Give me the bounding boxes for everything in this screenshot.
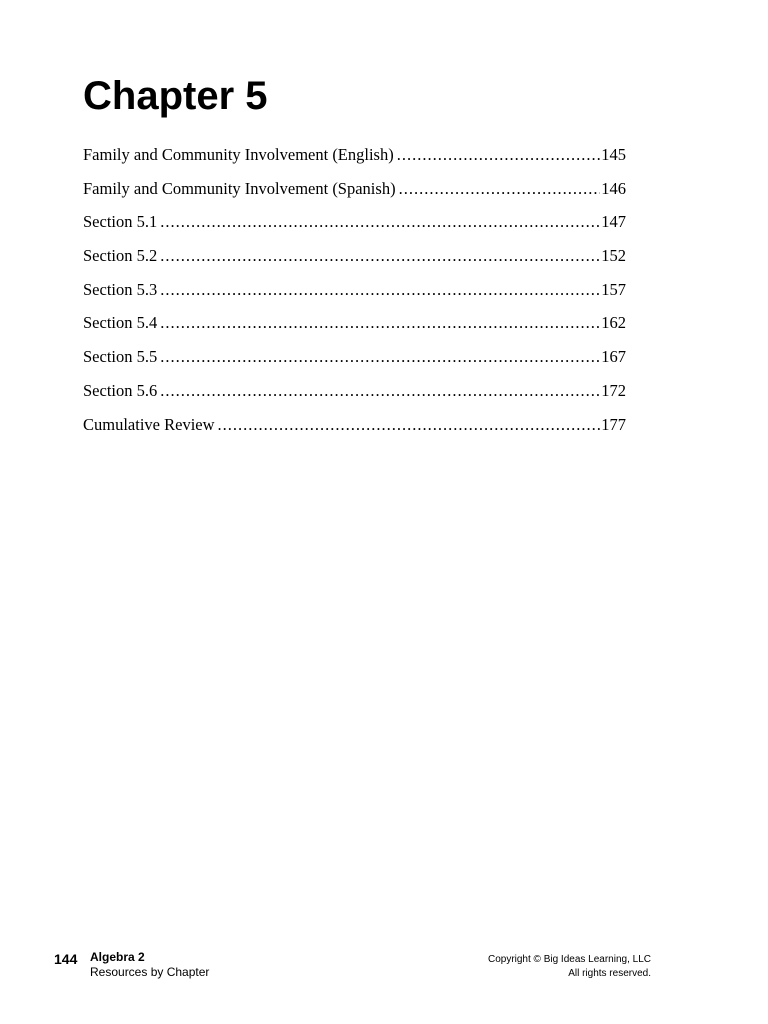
toc-entry-page: 177 [601,414,626,434]
toc-leader [160,280,600,300]
toc-leader [160,381,600,401]
toc-entry[interactable] [83,145,626,179]
table-of-contents [83,145,626,448]
copyright-text: Copyright © Big Ideas Learning, LLC [487,954,651,965]
toc-entry-label: Section 5.1 [83,212,158,232]
toc-entry[interactable] [83,246,626,280]
toc-entry[interactable] [83,212,626,246]
toc-entry-page: 145 [601,145,626,164]
rights-text: All rights reserved. [568,968,651,979]
toc-entry[interactable] [83,381,626,415]
toc-entry-page: 162 [601,313,626,333]
chapter-title: Chapter 5 [83,74,268,118]
toc-leader [218,415,601,435]
footer-book-info [90,950,209,980]
toc-entry-label: Family and Community Involvement (English) [83,145,394,164]
toc-entry-page: 146 [601,178,626,198]
toc-leader [399,179,601,199]
toc-entry[interactable] [83,347,626,381]
toc-entry[interactable] [83,313,626,347]
toc-entry[interactable] [83,280,626,314]
footer-page-number: 144 [54,951,78,967]
toc-leader [160,347,600,367]
toc-leader [160,246,600,266]
toc-entry-label: Section 5.2 [83,246,158,266]
toc-entry-page: 157 [601,279,626,299]
toc-entry-label: Section 5.5 [83,347,158,367]
toc-entry-label: Section 5.6 [83,380,158,400]
toc-leader [160,313,600,333]
toc-entry-page: 172 [601,380,626,400]
toc-entry-label: Section 5.3 [83,279,158,299]
toc-entry-label: Section 5.4 [83,313,158,333]
toc-entry-page: 167 [601,347,626,367]
toc-entry[interactable] [83,415,626,449]
toc-leader [397,145,601,165]
toc-entry[interactable] [83,179,626,213]
toc-entry-label: Cumulative Review [83,414,215,434]
toc-entry-page: 147 [601,212,626,232]
toc-entry-label: Family and Community Involvement (Spanish) [83,178,396,198]
footer-copyright [488,953,651,981]
toc-leader [160,212,600,232]
toc-entry-page: 152 [601,246,626,266]
footer-book-subtitle: Resources by Chapter [90,965,210,979]
footer-book-title: Algebra 2 [90,950,145,964]
